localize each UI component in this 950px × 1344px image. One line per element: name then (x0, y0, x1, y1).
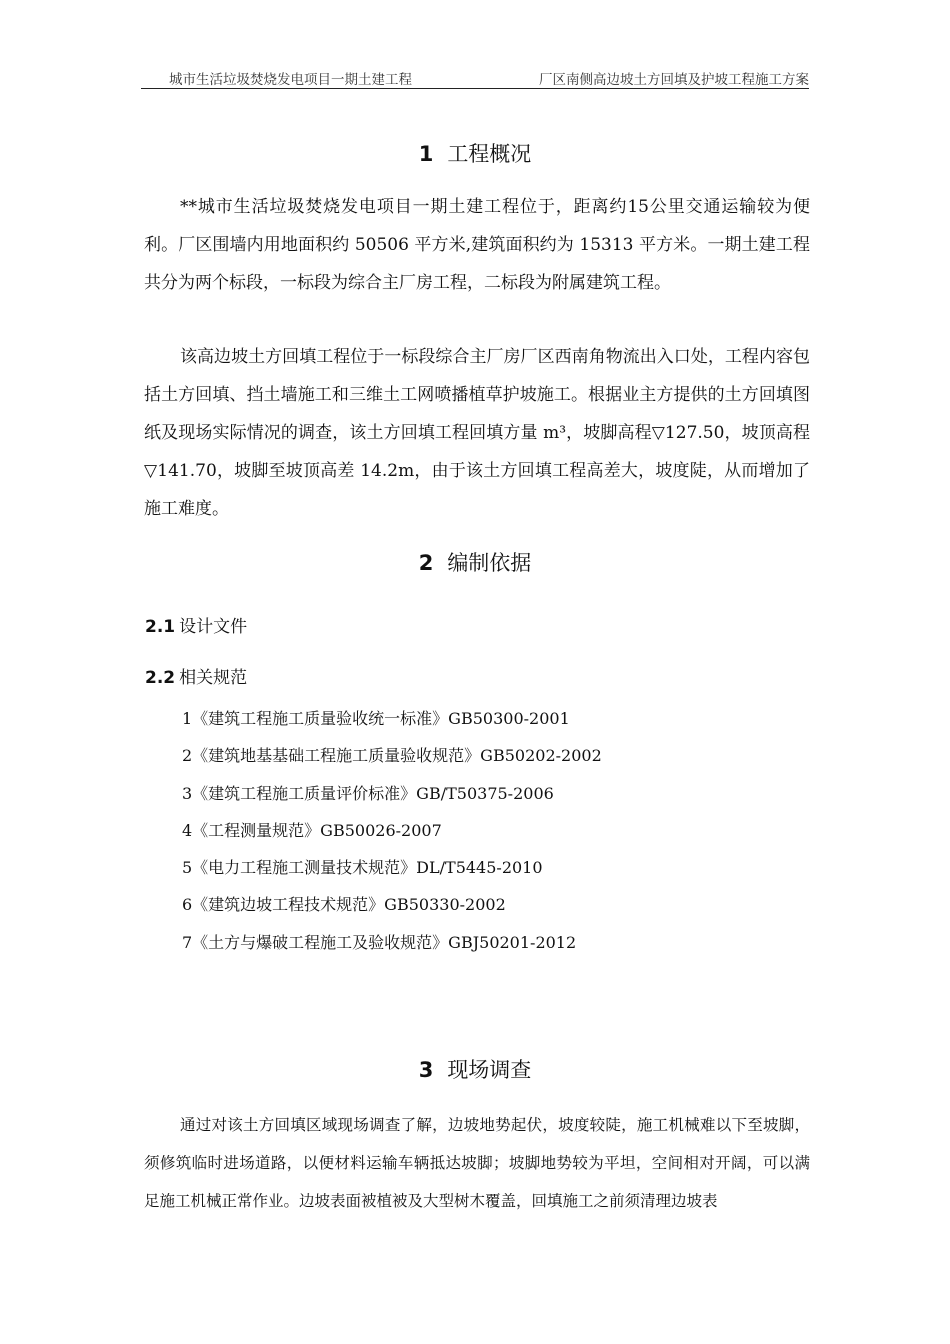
subsection-2-2-number: 2.2 (145, 668, 176, 688)
header-document-title: 厂区南侧高边坡土方回填及护坡工程施工方案 (539, 72, 809, 88)
section-3-number: 3 (418, 1058, 434, 1082)
section-1-title: 工程概况 (447, 142, 532, 166)
page-header (141, 68, 809, 89)
standards-list-item: 3《建筑工程施工质量评价标准》GB/T50375-2006 (182, 783, 554, 803)
standards-list (182, 706, 602, 967)
section-1-paragraph-2: 该高边坡土方回填工程位于一标段综合主厂房厂区西南角物流出入口处，工程内容包括土方回填、挡土墙施工和三维土工网喷播植草护坡施工。根据业主方提供的土方回填图纸及现场实际情况的调查，该土方回填工程回填方量 m³，坡脚高程▽127.50，坡顶高程▽141.70，坡脚至坡顶高差 14.2m，由于该土方回填工程高差大，坡度陡，从而增加了施工难度。 (144, 347, 810, 519)
standards-list-item: 6《建筑边坡工程技术规范》GB50330-2002 (182, 895, 506, 915)
section-2-number: 2 (418, 551, 434, 575)
section-3-paragraph: 通过对该土方回填区域现场调查了解，边坡地势起伏，坡度较陡，施工机械难以下至坡脚，须修筑临时进场道路，以便材料运输车辆抵达坡脚；坡脚地势较为平坦，空间相对开阔，可以满足施工机械正常作业。边坡表面被植被及大型树木覆盖，回填施工之前须清理边坡表 (144, 1116, 810, 1210)
header-project-name: 城市生活垃圾焚烧发电项目一期土建工程 (169, 72, 412, 88)
section-2-heading (0, 550, 950, 576)
section-2-title: 编制依据 (447, 551, 532, 575)
subsection-2-1-heading (145, 615, 247, 639)
section-3-heading (0, 1057, 950, 1083)
section-1-paragraph-1: **城市生活垃圾焚烧发电项目一期土建工程位于，距离约15公里交通运输较为便利。厂区围墙内用地面积约 50506 平方米,建筑面积约为 15313 平方米。一期土建工程共分为两个标段，一标段为综合主厂房工程，二标段为附属建筑工程。 (144, 197, 810, 293)
subsection-2-1-number: 2.1 (145, 617, 176, 637)
standards-list-item: 4《工程测量规范》GB50026-2007 (182, 820, 442, 840)
subsection-2-1-title: 设计文件 (179, 617, 248, 637)
standards-list-item: 5《电力工程施工测量技术规范》DL/T5445-2010 (182, 858, 543, 878)
section-1-heading (0, 141, 950, 167)
subsection-2-2-heading (145, 666, 247, 690)
section-3-title: 现场调查 (447, 1058, 532, 1082)
standards-list-item: 7《土方与爆破工程施工及验收规范》GBJ50201-2012 (182, 932, 577, 952)
subsection-2-2-title: 相关规范 (179, 668, 248, 688)
standards-list-item: 1《建筑工程施工质量验收统一标准》GB50300-2001 (182, 709, 570, 728)
section-1-number: 1 (418, 142, 434, 166)
standards-list-item: 2《建筑地基基础工程施工质量验收规范》GB50202-2002 (182, 746, 602, 766)
